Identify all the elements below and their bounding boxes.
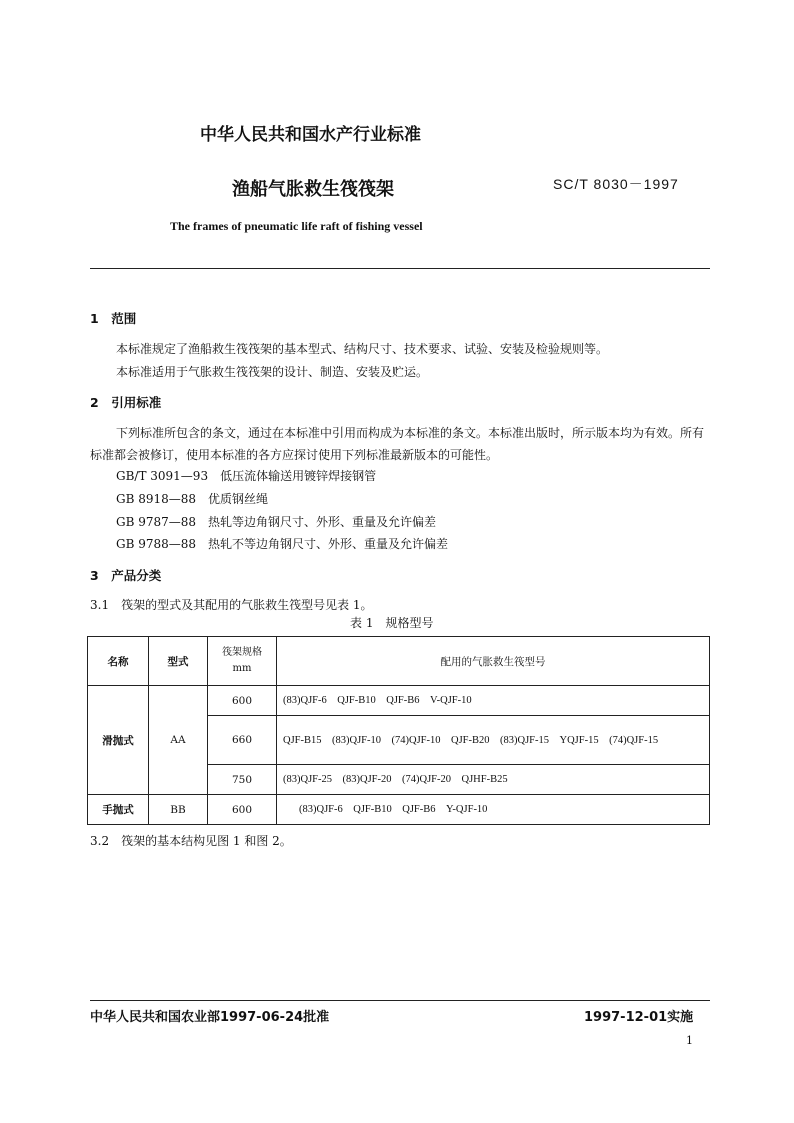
header-models: 配用的气胀救生筏型号 xyxy=(277,637,710,686)
page-number: 1 xyxy=(686,1034,693,1047)
implementation-date: 1997-12-01实施 xyxy=(584,1010,694,1025)
header-size-unit: mm xyxy=(232,663,252,674)
header-name: 名称 xyxy=(88,637,149,686)
cell-type: AA xyxy=(149,686,208,795)
cell-type: BB xyxy=(149,795,208,825)
header-size xyxy=(208,637,277,686)
clause-3-1: 3.1 筏架的型式及其配用的气胀救生筏型号见表 1。 xyxy=(90,598,373,612)
section-1-heading: 1 范围 xyxy=(90,311,137,326)
cell-models: (83)QJF-25 (83)QJF-20 (74)QJF-20 QJHF-B25 xyxy=(277,765,710,795)
reference-item: GB 9787—88 热轧等边角钢尺寸、外形、重量及允许偏差 xyxy=(116,515,437,529)
clause-3-2: 3.2 筏架的基本结构见图 1 和图 2。 xyxy=(90,834,292,848)
header-type: 型式 xyxy=(149,637,208,686)
cell-size: 600 xyxy=(208,795,277,825)
cell-models: QJF-B15 (83)QJF-10 (74)QJF-10 QJF-B20 (83)QJF-15 YQJF-15 (74)QJF-15 xyxy=(277,716,710,765)
section-2-heading: 2 引用标准 xyxy=(90,395,162,410)
footer-divider xyxy=(90,1000,710,1001)
standard-code: SC/T 8030－1997 xyxy=(553,176,679,192)
table-header-row xyxy=(88,637,710,686)
section-1-paragraph-1: 本标准规定了渔船救生筏筏架的基本型式、结构尺寸、技术要求、试验、安装及检验规则等。 xyxy=(116,342,609,356)
section-1-paragraph-2: 本标准适用于气胀救生筏筏架的设计、制造、安装及贮运。 xyxy=(116,365,429,379)
cell-size: 750 xyxy=(208,765,277,795)
header-divider xyxy=(90,268,710,269)
table-row xyxy=(88,795,710,825)
reference-item: GB 9788—88 热轧不等边角钢尺寸、外形、重量及允许偏差 xyxy=(116,537,449,551)
cell-size: 660 xyxy=(208,716,277,765)
cell-models: (83)QJF-6 QJF-B10 QJF-B6 V-QJF-10 xyxy=(277,686,710,716)
cell-name: 手抛式 xyxy=(88,795,149,825)
document-title: 渔船气胀救生筏筏架 xyxy=(232,179,394,200)
table-caption: 表 1 规格型号 xyxy=(350,616,434,630)
table-row xyxy=(88,686,710,716)
section-2-intro: 下列标准所包含的条文，通过在本标准中引用而构成为本标准的条文。本标准出版时，所示版本均为有效。所有标准都会被修订，使用本标准的各方应探讨使用下列标准最新版本的可能性。 xyxy=(90,426,705,462)
issuing-body: 中华人民共和国水产行业标准 xyxy=(200,125,421,145)
header-size-label: 筏架规格 xyxy=(222,647,262,658)
section-3-heading: 3 产品分类 xyxy=(90,568,162,583)
reference-item: GB 8918—88 优质钢丝绳 xyxy=(116,492,269,506)
cell-name: 滑抛式 xyxy=(88,686,149,795)
cell-models: (83)QJF-6 QJF-B10 QJF-B6 Y-QJF-10 xyxy=(277,795,710,825)
spec-table xyxy=(87,636,710,825)
cell-size: 600 xyxy=(208,686,277,716)
approval-note: 中华人民共和国农业部1997-06-24批准 xyxy=(90,1010,330,1025)
reference-item: GB/T 3091—93 低压流体输送用镀锌焊接钢管 xyxy=(116,469,377,483)
document-title-english: The frames of pneumatic life raft of fishing vessel xyxy=(170,219,423,233)
